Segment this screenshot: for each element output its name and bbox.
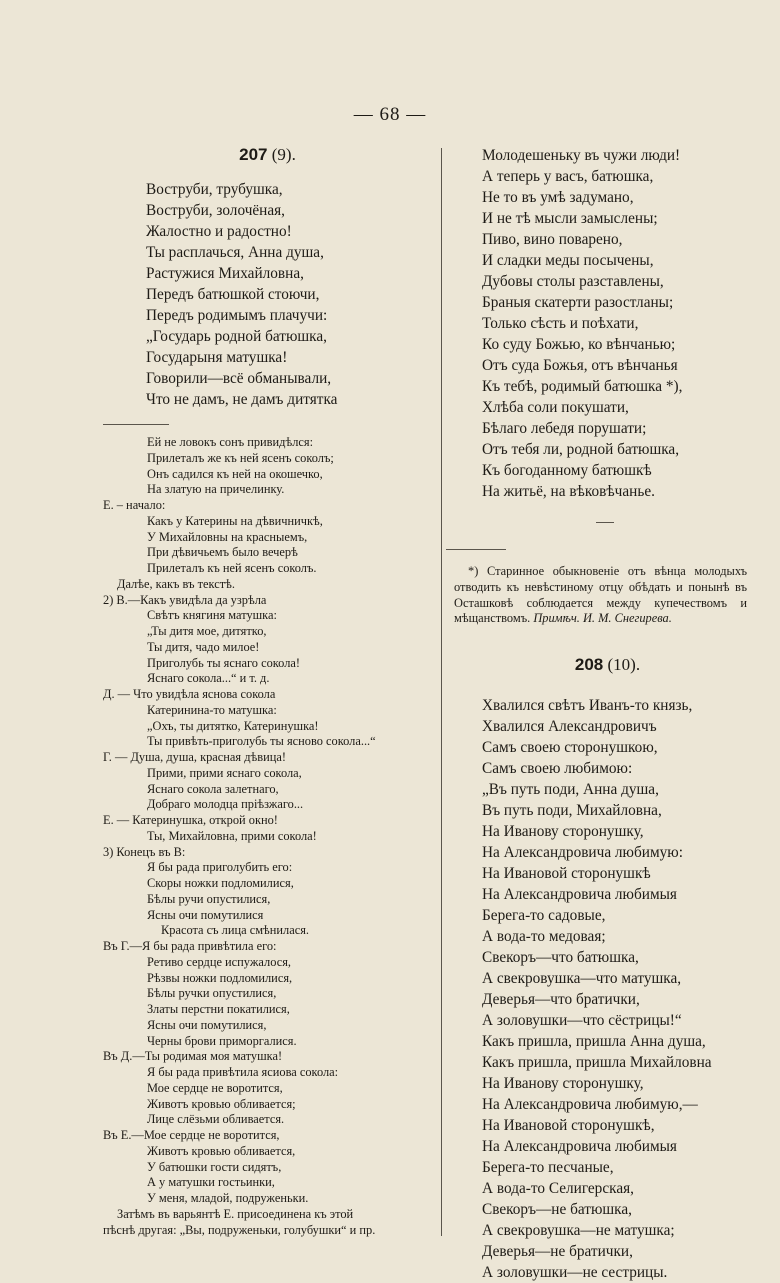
song-207-continuation <box>470 145 745 502</box>
verse-line: А золовушки—не сестрицы. <box>482 1264 668 1282</box>
variant-line: Ты, Михайловна, прими сокола! <box>147 828 317 843</box>
verse-line: Дубовы столы разставлены, <box>482 273 664 290</box>
verse-line: Говорили—всё обманывали, <box>146 370 332 387</box>
variant-line: Е. — Катеринушка, открой окно! <box>103 813 278 827</box>
variant-line: Прилеталъ же къ ней ясенъ соколъ; <box>147 450 334 465</box>
verse-line: Хвалился Александровичъ <box>482 718 657 736</box>
variant-line: Бѣлы ручи опустилися, <box>147 891 271 906</box>
song-207-verse <box>100 179 435 410</box>
variant-line: пѣснѣ другая: „Вы, подруженьки, голубушки“ и пр. <box>103 1222 376 1237</box>
end-dash <box>596 522 614 523</box>
song-208-variant: (10). <box>607 655 641 675</box>
verse-line: Передъ родимымъ плачучи: <box>146 307 328 324</box>
variant-line: Лице слёзьми обливается. <box>147 1112 285 1127</box>
variant-line: Животъ кровью обливается; <box>147 1096 296 1111</box>
variant-line: Затѣмъ въ варьянтѣ Е. присоединена къ этой <box>117 1206 354 1221</box>
verse-line: На житьё, на вѣковѣчанье. <box>482 483 655 500</box>
verse-line: На Александровича любимую,— <box>482 1096 698 1114</box>
variant-line: Приголубь ты яснаго сокола! <box>147 655 301 670</box>
variant-line: Я бы рада привѣтила ясиова сокола: <box>147 1065 339 1079</box>
verse-line: „Государь родной батюшка, <box>146 328 327 345</box>
variant-line: Черны брови приморгалися. <box>147 1033 297 1048</box>
variant-line: Ясны очи помутилися <box>147 907 264 922</box>
verse-line: А свекровушка—не матушка; <box>482 1222 675 1240</box>
variant-line: Свѣтъ княгиня матушка: <box>147 608 277 623</box>
verse-line: Какъ пришла, пришла Анна душа, <box>482 1033 706 1051</box>
variant-line: У батюшки гости сидятъ, <box>147 1159 282 1174</box>
verse-line: Ты расплачься, Анна душа, <box>146 244 324 261</box>
verse-line: А вода-то Селигерская, <box>482 1180 634 1198</box>
variant-line: Ясны очи помутилися, <box>147 1017 267 1032</box>
verse-line: А теперь у васъ, батюшка, <box>482 168 654 185</box>
verse-line: На Ивановой сторонушкѣ, <box>482 1117 655 1135</box>
variant-line: 2) В.—Какъ увидѣла да узрѣла <box>103 592 267 607</box>
footnote-attribution: Примѣч. И. М. Снегирева. <box>533 611 672 626</box>
footnote-rule <box>446 549 506 550</box>
variant-line: Ты привѣть-приголубь ты ясново сокола...“ <box>147 734 376 749</box>
verse-line: А свекровушка—что матушка, <box>482 970 682 988</box>
verse-line: Къ богоданному батюшкѣ <box>482 462 652 479</box>
variant-line: Катеринина-то матушка: <box>147 702 277 717</box>
variant-line: Скоры ножки подломилися, <box>147 876 294 890</box>
verse-line: Растужися Михайловна, <box>146 265 304 282</box>
verse-line: На Александровича любимыя <box>482 886 677 904</box>
verse-line: Самъ своею любимою: <box>482 760 633 778</box>
verse-line: Хлѣба соли покушати, <box>482 399 629 416</box>
verse-line: И не тѣ мысли замыслены; <box>482 210 658 227</box>
verse-line: Ко суду Божью, ко вѣнчанью; <box>482 336 676 353</box>
variant-line: Далѣе, какъ въ текстѣ. <box>117 576 235 591</box>
variant-line: Яснаго сокола залетнаго, <box>147 781 279 796</box>
variant-line: Ты дитя, чадо милое! <box>147 639 260 654</box>
variant-line: „Охъ, ты дитятко, Катеринушка! <box>147 718 319 733</box>
variant-line: Добраго молодца пріѣзжаго... <box>147 797 304 812</box>
verse-line: А золовушки—что сёстрицы!“ <box>482 1012 682 1030</box>
footnote-text: *) Старинное обыкновеніе отъ вѣнца молодыхъ отводить къ невѣстиному отцу обѣдать и понынѣ въ Осташковѣ соблюдается между купечествомъ и мѣщанствомъ. <box>454 564 747 626</box>
variant-line: А у матушки гостьинки, <box>147 1175 275 1190</box>
variant-line: Г. — Душа, душа, красная дѣвица! <box>103 750 286 764</box>
verse-line: Свекоръ—что батюшка, <box>482 949 639 967</box>
variant-line: 3) Конецъ въ В: <box>103 844 186 859</box>
verse-line: Хвалился свѣтъ Иванъ-то князь, <box>482 697 693 715</box>
variants-rule <box>103 424 169 425</box>
variant-line: „Ты дитя мое, дитятко, <box>147 624 267 638</box>
variant-line: Въ Д.—Ты родимая моя матушка! <box>103 1049 283 1064</box>
variant-line: Я бы рада приголубить его: <box>147 860 293 875</box>
verse-line: Браныя скатерти разостланы; <box>482 294 674 311</box>
variant-line: Какъ у Катерины на дѣвичничкѣ, <box>147 513 323 528</box>
variant-line: Въ Е.—Мое сердце не воротится, <box>103 1128 280 1142</box>
variant-line: При дѣвичьемъ было вечерѣ <box>147 545 298 560</box>
song-207-heading <box>100 145 435 165</box>
song-208-heading <box>470 655 745 675</box>
verse-line: Деверья—что братички, <box>482 991 640 1009</box>
verse-line: Воструби, трубушка, <box>146 181 283 198</box>
verse-line: Деверья—не братички, <box>482 1243 633 1261</box>
variant-line: Е. – начало: <box>103 498 166 512</box>
variant-line: У меня, младой, подруженьки. <box>147 1191 309 1205</box>
verse-line: Только сѣсть и поѣхати, <box>482 315 639 332</box>
song-207-variant: (9). <box>271 145 296 164</box>
verse-line: Отъ суда Божья, отъ вѣнчанья <box>482 357 678 374</box>
column-divider <box>441 148 442 1236</box>
song-208-verse <box>470 695 745 1283</box>
variant-line: На златую на причелинку. <box>147 482 285 497</box>
verse-line: Передъ батюшкой стоючи, <box>146 286 320 303</box>
variant-line: Прими, прими яснаго сокола, <box>147 765 302 780</box>
verse-line: Отъ тебя ли, родной батюшка, <box>482 441 680 458</box>
verse-line: Что не дамъ, не дамъ дитятка <box>146 391 338 408</box>
left-column <box>100 145 435 1238</box>
verse-line: Берега-то садовые, <box>482 907 606 925</box>
variant-line: Ей не ловокъ сонъ привидѣлся: <box>147 435 314 449</box>
page-number: — 68 — <box>353 104 427 125</box>
verse-line: Молодешеньку въ чужи люди! <box>482 147 681 164</box>
verse-line: Воструби, золочёная, <box>146 202 286 219</box>
verse-line: Бѣлаго лебедя порушати; <box>482 420 647 437</box>
right-column <box>454 145 747 1283</box>
variant-line: Яснаго сокола...“ и т. д. <box>147 671 270 686</box>
variant-line: Златы перстни покатилися, <box>147 1002 290 1016</box>
verse-line: Къ тебѣ, родимый батюшка *), <box>482 378 683 395</box>
verse-line: Берега-то песчаные, <box>482 1159 614 1177</box>
footnote <box>454 564 747 627</box>
variant-line: Рѣзвы ножки подломилися, <box>147 970 293 985</box>
verse-line: Самъ своею сторонушкою, <box>482 739 658 757</box>
variant-notes <box>103 435 435 1238</box>
variant-line: Красота съ лица смѣнилася. <box>161 923 310 938</box>
verse-line: Свекоръ—не батюшка, <box>482 1201 632 1219</box>
verse-line: На Александровича любимыя <box>482 1138 677 1156</box>
variant-line: Онъ садился къ ней на окошечко, <box>147 466 323 481</box>
variant-line: Прилеталъ къ ней ясенъ соколъ. <box>147 561 317 575</box>
verse-line: Въ путь поди, Михайловна, <box>482 802 662 820</box>
verse-line: На Иванову сторонушку, <box>482 823 644 841</box>
song-208-number: 208 <box>574 655 604 675</box>
verse-line: И сладки меды посычены, <box>482 252 654 269</box>
variant-line: Д. — Что увидѣла яснова сокола <box>103 687 276 701</box>
verse-line: Государыня матушка! <box>146 349 288 366</box>
verse-line: Пиво, вино поварено, <box>482 231 623 248</box>
verse-line: На Иванову сторонушку, <box>482 1075 644 1093</box>
song-207-number: 207 <box>239 145 268 164</box>
verse-line: На Ивановой сторонушкѣ <box>482 865 651 883</box>
verse-line: А вода-то медовая; <box>482 928 606 946</box>
variant-line: Бѣлы ручки опустилися, <box>147 986 277 1001</box>
variant-line: Животъ кровью обливается, <box>147 1143 296 1158</box>
verse-line: На Александровича любимую: <box>482 844 683 862</box>
variant-line: Въ Г.—Я бы рада привѣтила его: <box>103 939 277 953</box>
variant-line: Мое сердце не воротится, <box>147 1080 283 1095</box>
verse-line: „Въ путь поди, Анна душа, <box>482 781 659 799</box>
variant-line: У Михайловны на красныемъ, <box>147 529 308 544</box>
verse-line: Жалостно и радостно! <box>146 223 292 240</box>
variant-line: Ретиво сердце испужалося, <box>147 954 291 969</box>
verse-line: Какъ пришла, пришла Михайловна <box>482 1054 712 1072</box>
verse-line: Не то въ умѣ задумано, <box>482 189 634 206</box>
